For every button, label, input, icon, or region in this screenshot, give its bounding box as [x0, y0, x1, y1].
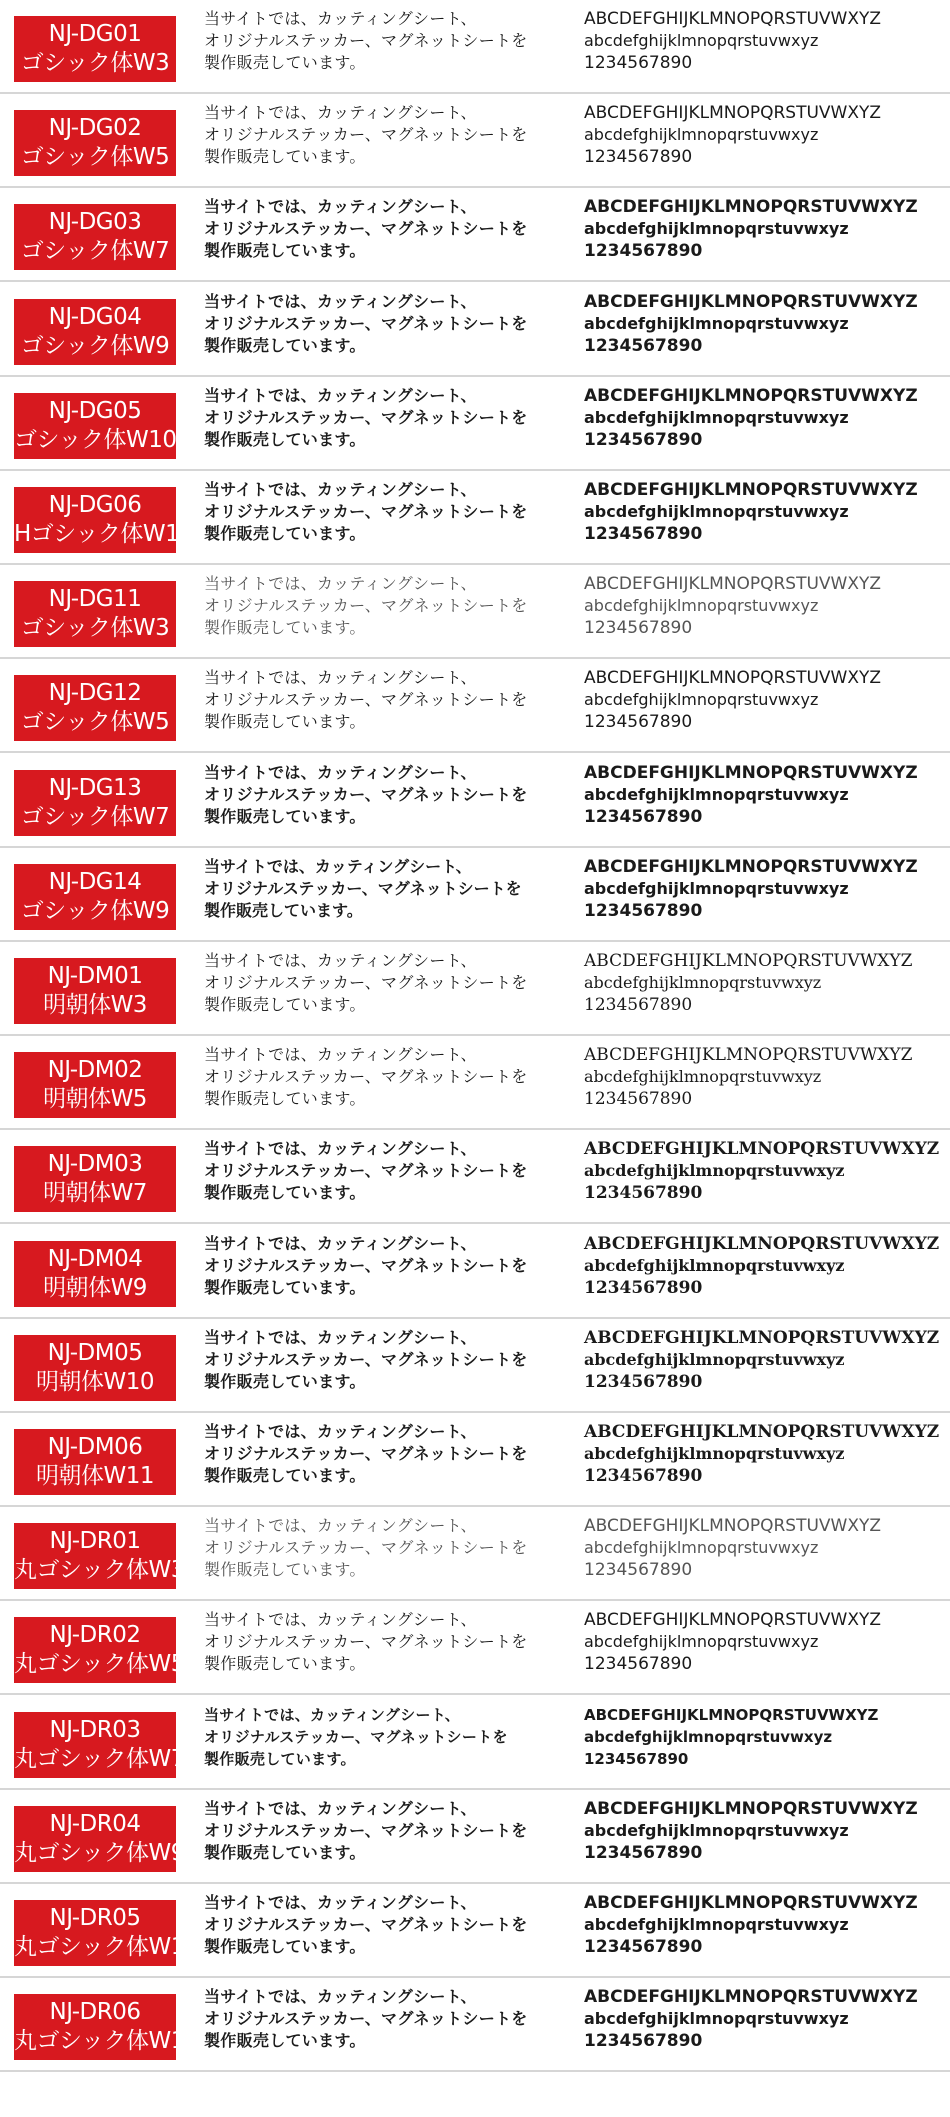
font-code-badge — [14, 1994, 200, 2060]
japanese-sample-text — [204, 1233, 576, 1299]
lowercase-line: abcdefghijklmnopqrstuvwxyz — [584, 1161, 845, 1181]
digits-line: 1234567890 — [584, 429, 703, 450]
sample-text-line: 当サイトでは、カッティングシート、 — [204, 9, 477, 28]
lowercase-line: abcdefghijklmnopqrstuvwxyz — [584, 878, 849, 898]
font-code-badge — [14, 864, 176, 930]
font-name: ゴシック体W5 — [20, 144, 170, 171]
sample-text-line: オリジナルステッカー、マグネットシートを — [204, 1915, 528, 1934]
sample-text-line: 製作販売しています。 — [204, 1842, 366, 1862]
digits-line: 1234567890 — [584, 1937, 703, 1957]
japanese-sample-text — [204, 385, 576, 451]
font-code-badge — [14, 393, 176, 459]
font-name: ゴシック体W7 — [20, 803, 170, 830]
sample-text-line: オリジナルステッカー、マグネットシートを — [204, 878, 522, 898]
alphanumeric-sample — [584, 1327, 946, 1393]
digits-line: 1234567890 — [584, 335, 703, 356]
font-name: 明朝体W7 — [43, 1180, 147, 1207]
japanese-sample-text — [204, 196, 576, 262]
font-name: 明朝体W3 — [43, 992, 147, 1018]
font-code-badge — [14, 1617, 185, 1683]
uppercase-line: ABCDEFGHIJKLMNOPQRSTUVWXYZ — [584, 856, 918, 877]
alphanumeric-sample — [584, 1421, 946, 1487]
font-row — [0, 942, 950, 1036]
digits-line: 1234567890 — [584, 995, 693, 1015]
lowercase-line: abcdefghijklmnopqrstuvwxyz — [584, 1632, 819, 1652]
digits-line: 1234567890 — [584, 1560, 693, 1581]
font-code: NJ-DM03 — [47, 1151, 143, 1178]
digits-line: 1234567890 — [584, 806, 703, 827]
sample-text-line: 製作販売しています。 — [204, 1466, 366, 1485]
alphanumeric-sample — [584, 1704, 946, 1770]
sample-text-line: 当サイトでは、カッティングシート、 — [204, 291, 477, 311]
japanese-sample-text — [204, 1609, 576, 1675]
uppercase-line: ABCDEFGHIJKLMNOPQRSTUVWXYZ — [584, 480, 918, 500]
font-code: NJ-DG01 — [48, 21, 142, 47]
alphanumeric-sample — [584, 1892, 946, 1958]
sample-text-line: 当サイトでは、カッティングシート、 — [204, 1798, 477, 1818]
digits-line: 1234567890 — [584, 1183, 703, 1204]
font-name: ゴシック体W7 — [20, 238, 170, 265]
uppercase-line: ABCDEFGHIJKLMNOPQRSTUVWXYZ — [584, 1610, 882, 1631]
sample-text-line: 製作販売しています。 — [204, 53, 366, 72]
font-row — [0, 283, 950, 377]
font-code-badge — [14, 675, 176, 741]
digits-line: 1234567890 — [584, 241, 703, 262]
font-code: NJ-DG06 — [48, 492, 142, 518]
sample-text-line: オリジナルステッカー、マグネットシートを — [204, 2009, 528, 2029]
sample-text-line: 当サイトでは、カッティングシート、 — [204, 385, 477, 405]
sample-text-line: 製作販売しています。 — [204, 1089, 366, 1109]
sample-text-line: 当サイトでは、カッティングシート、 — [204, 1233, 477, 1253]
alphanumeric-sample — [584, 102, 946, 168]
uppercase-line: ABCDEFGHIJKLMNOPQRSTUVWXYZ — [584, 197, 918, 218]
font-name: 明朝体W5 — [43, 1086, 147, 1113]
japanese-sample-text — [204, 1892, 576, 1958]
digits-line: 1234567890 — [584, 900, 703, 921]
font-code: NJ-DR04 — [49, 1810, 141, 1837]
uppercase-line: ABCDEFGHIJKLMNOPQRSTUVWXYZ — [584, 1139, 940, 1160]
font-row — [0, 754, 950, 848]
sample-text-line: オリジナルステッカー、マグネットシートを — [204, 407, 528, 427]
lowercase-line: abcdefghijklmnopqrstuvwxyz — [584, 1067, 822, 1087]
font-code: NJ-DM01 — [47, 963, 143, 989]
sample-text-line: 当サイトでは、カッティングシート、 — [204, 762, 477, 782]
uppercase-line: ABCDEFGHIJKLMNOPQRSTUVWXYZ — [584, 1798, 918, 1819]
lowercase-line: abcdefghijklmnopqrstuvwxyz — [584, 2009, 849, 2029]
alphanumeric-sample — [584, 573, 946, 639]
sample-text-line: 当サイトでは、カッティングシート、 — [204, 668, 477, 688]
font-code: NJ-DR03 — [49, 1716, 141, 1743]
sample-text-line: 当サイトでは、カッティングシート、 — [204, 574, 477, 594]
sample-text-line: オリジナルステッカー、マグネットシートを — [204, 125, 528, 145]
font-row — [0, 188, 950, 282]
alphanumeric-sample — [584, 479, 946, 545]
font-code-badge — [14, 958, 176, 1024]
sample-text-line: オリジナルステッカー、マグネットシートを — [204, 973, 528, 992]
font-name: 明朝体W10 — [35, 1368, 154, 1395]
font-code: NJ-DM06 — [47, 1434, 143, 1460]
sample-text-line: 当サイトでは、カッティングシート、 — [204, 1516, 477, 1536]
digits-line: 1234567890 — [584, 1842, 703, 1863]
digits-line: 1234567890 — [584, 2031, 703, 2052]
font-name: 丸ゴシック体W10 — [14, 1934, 200, 1960]
sample-text-line: 製作販売しています。 — [204, 900, 363, 920]
font-row — [0, 848, 950, 942]
font-row — [0, 1319, 950, 1413]
sample-text-line: 当サイトでは、カッティングシート、 — [204, 1610, 477, 1630]
alphanumeric-sample — [584, 1044, 946, 1110]
uppercase-line: ABCDEFGHIJKLMNOPQRSTUVWXYZ — [584, 951, 913, 971]
sample-text-line: 製作販売しています。 — [204, 1183, 366, 1203]
uppercase-line: ABCDEFGHIJKLMNOPQRSTUVWXYZ — [584, 668, 882, 689]
japanese-sample-text — [204, 1986, 576, 2052]
sample-text-line: 製作販売しています。 — [204, 618, 366, 638]
font-code-badge — [14, 1806, 185, 1872]
japanese-sample-text — [204, 573, 576, 639]
digits-line: 1234567890 — [584, 1466, 703, 1486]
japanese-sample-text — [204, 8, 576, 74]
uppercase-line: ABCDEFGHIJKLMNOPQRSTUVWXYZ — [584, 103, 882, 124]
font-code-badge — [14, 1146, 176, 1212]
sample-text-line: 製作販売しています。 — [204, 712, 366, 732]
digits-line: 1234567890 — [584, 53, 693, 73]
sample-text-line: 当サイトでは、カッティングシート、 — [204, 856, 472, 876]
sample-text-line: 製作販売しています。 — [204, 241, 366, 261]
font-code: NJ-DR01 — [49, 1528, 141, 1555]
font-code: NJ-DR05 — [49, 1905, 141, 1931]
font-name: 丸ゴシック体W11 — [14, 2028, 200, 2055]
uppercase-line: ABCDEFGHIJKLMNOPQRSTUVWXYZ — [584, 762, 918, 783]
font-code-badge — [14, 110, 176, 176]
digits-line: 1234567890 — [584, 618, 693, 639]
font-name: 明朝体W9 — [43, 1274, 147, 1301]
alphanumeric-sample — [584, 1609, 946, 1675]
lowercase-line: abcdefghijklmnopqrstuvwxyz — [584, 502, 849, 521]
font-code: NJ-DM02 — [47, 1057, 143, 1084]
font-code: NJ-DR02 — [49, 1622, 141, 1649]
sample-text-line: 当サイトでは、カッティングシート、 — [204, 1987, 477, 2007]
font-name: 明朝体W11 — [35, 1463, 154, 1489]
alphanumeric-sample — [584, 291, 946, 357]
japanese-sample-text — [204, 102, 576, 168]
alphanumeric-sample — [584, 8, 946, 74]
font-row — [0, 471, 950, 565]
font-code-badge — [14, 299, 176, 365]
sample-text-line: オリジナルステッカー、マグネットシートを — [204, 31, 528, 50]
alphanumeric-sample — [584, 667, 946, 733]
font-name: ゴシック体W9 — [20, 897, 170, 924]
uppercase-line: ABCDEFGHIJKLMNOPQRSTUVWXYZ — [584, 1233, 940, 1254]
sample-text-line: 製作販売しています。 — [204, 335, 366, 355]
uppercase-line: ABCDEFGHIJKLMNOPQRSTUVWXYZ — [584, 1987, 918, 2008]
sample-text-line: 製作販売しています。 — [204, 2031, 366, 2051]
font-row — [0, 1413, 950, 1507]
sample-text-line: 当サイトでは、カッティングシート、 — [204, 103, 477, 123]
digits-line: 1234567890 — [584, 147, 693, 168]
font-name: ゴシック体W9 — [20, 332, 170, 359]
sample-text-line: 製作販売しています。 — [204, 1371, 366, 1391]
lowercase-line: abcdefghijklmnopqrstuvwxyz — [584, 1538, 819, 1558]
sample-text-line: オリジナルステッカー、マグネットシートを — [204, 1538, 528, 1558]
font-code: NJ-DM04 — [47, 1245, 143, 1272]
font-row — [0, 377, 950, 471]
lowercase-line: abcdefghijklmnopqrstuvwxyz — [584, 1727, 833, 1746]
sample-text-line: 製作販売しています。 — [204, 1560, 366, 1580]
digits-line: 1234567890 — [584, 1277, 703, 1298]
font-code-badge — [14, 204, 176, 270]
font-code-badge — [14, 1900, 200, 1966]
sample-text-line: オリジナルステッカー、マグネットシートを — [204, 313, 528, 333]
font-name: 丸ゴシック体W5 — [14, 1651, 185, 1678]
lowercase-line: abcdefghijklmnopqrstuvwxyz — [584, 690, 819, 710]
digits-line: 1234567890 — [584, 1749, 689, 1768]
sample-text-line: 製作販売しています。 — [204, 1277, 366, 1297]
digits-line: 1234567890 — [584, 1654, 693, 1675]
font-row — [0, 1601, 950, 1695]
uppercase-line: ABCDEFGHIJKLMNOPQRSTUVWXYZ — [584, 1705, 879, 1724]
lowercase-line: abcdefghijklmnopqrstuvwxyz — [584, 219, 849, 239]
sample-text-line: オリジナルステッカー、マグネットシートを — [204, 1161, 528, 1181]
sample-text-line: 製作販売しています。 — [204, 429, 366, 449]
japanese-sample-text — [204, 1798, 576, 1864]
font-code: NJ-DG03 — [48, 209, 142, 236]
font-code: NJ-DG13 — [48, 774, 142, 801]
font-code: NJ-DG14 — [48, 868, 142, 895]
sample-text-line: 製作販売しています。 — [204, 995, 366, 1014]
alphanumeric-sample — [584, 1233, 946, 1299]
uppercase-line: ABCDEFGHIJKLMNOPQRSTUVWXYZ — [584, 1327, 940, 1348]
uppercase-line: ABCDEFGHIJKLMNOPQRSTUVWXYZ — [584, 291, 918, 312]
font-row — [0, 1696, 950, 1790]
lowercase-line: abcdefghijklmnopqrstuvwxyz — [584, 1349, 845, 1369]
sample-text-line: 当サイトでは、カッティングシート、 — [204, 951, 477, 970]
digits-line: 1234567890 — [584, 1089, 693, 1110]
uppercase-line: ABCDEFGHIJKLMNOPQRSTUVWXYZ — [584, 1045, 913, 1066]
font-code: NJ-DG12 — [48, 680, 142, 707]
font-row — [0, 565, 950, 659]
font-code: NJ-DG11 — [48, 586, 142, 613]
font-row — [0, 1130, 950, 1224]
japanese-sample-text — [204, 291, 576, 357]
lowercase-line: abcdefghijklmnopqrstuvwxyz — [584, 596, 819, 616]
japanese-sample-text — [204, 856, 576, 922]
alphanumeric-sample — [584, 762, 946, 828]
font-name: ゴシック体W5 — [20, 709, 170, 736]
sample-text-line: オリジナルステッカー、マグネットシートを — [204, 502, 528, 521]
font-row — [0, 659, 950, 753]
alphanumeric-sample — [584, 1138, 946, 1204]
font-code-badge — [14, 1429, 176, 1495]
alphanumeric-sample — [584, 950, 946, 1016]
japanese-sample-text — [204, 1421, 576, 1487]
font-name: ゴシック体W10 — [14, 426, 177, 453]
japanese-sample-text — [204, 1704, 576, 1770]
japanese-sample-text — [204, 1327, 576, 1393]
font-name: ゴシック体W3 — [20, 50, 170, 76]
sample-text-line: 製作販売しています。 — [204, 524, 366, 543]
font-code-badge — [14, 1335, 176, 1401]
font-code: NJ-DG02 — [48, 115, 142, 142]
sample-text-line: オリジナルステッカー、マグネットシートを — [204, 219, 528, 239]
font-code-badge — [14, 1523, 185, 1589]
sample-text-line: 製作販売しています。 — [204, 1654, 366, 1674]
font-code-badge — [14, 1241, 176, 1307]
font-code-badge — [14, 16, 176, 82]
digits-line: 1234567890 — [584, 1371, 703, 1392]
sample-text-line: オリジナルステッカー、マグネットシートを — [204, 1820, 528, 1840]
font-row — [0, 94, 950, 188]
font-name: ゴシック体W3 — [20, 615, 170, 642]
font-code-badge — [14, 581, 176, 647]
sample-text-line: オリジナルステッカー、マグネットシートを — [204, 784, 528, 804]
sample-text-line: 製作販売しています。 — [204, 1937, 366, 1956]
lowercase-line: abcdefghijklmnopqrstuvwxyz — [584, 313, 849, 333]
font-name: 丸ゴシック体W3 — [14, 1557, 185, 1584]
lowercase-line: abcdefghijklmnopqrstuvwxyz — [584, 1444, 845, 1463]
uppercase-line: ABCDEFGHIJKLMNOPQRSTUVWXYZ — [584, 9, 882, 29]
font-code-badge — [14, 770, 176, 836]
font-code: NJ-DM05 — [47, 1339, 143, 1366]
font-row — [0, 1790, 950, 1884]
japanese-sample-text — [204, 1138, 576, 1204]
japanese-sample-text — [204, 1044, 576, 1110]
sample-text-line: 当サイトでは、カッティングシート、 — [204, 1705, 461, 1724]
font-code-badge — [14, 487, 194, 553]
sample-text-line: 当サイトでは、カッティングシート、 — [204, 1045, 477, 1065]
japanese-sample-text — [204, 1515, 576, 1581]
sample-text-line: 製作販売しています。 — [204, 147, 366, 167]
sample-text-line: オリジナルステッカー、マグネットシートを — [204, 1255, 528, 1275]
font-code-badge — [14, 1712, 185, 1778]
sample-text-line: 当サイトでは、カッティングシート、 — [204, 1893, 477, 1912]
sample-text-line: オリジナルステッカー、マグネットシートを — [204, 1632, 528, 1652]
lowercase-line: abcdefghijklmnopqrstuvwxyz — [584, 1255, 845, 1275]
sample-text-line: 当サイトでは、カッティングシート、 — [204, 1327, 477, 1347]
digits-line: 1234567890 — [584, 524, 703, 544]
sample-text-line: オリジナルステッカー、マグネットシートを — [204, 1444, 528, 1463]
sample-text-line: 当サイトでは、カッティングシート、 — [204, 1422, 477, 1441]
alphanumeric-sample — [584, 196, 946, 262]
font-name: 丸ゴシック体W7 — [14, 1745, 185, 1772]
sample-text-line: 当サイトでは、カッティングシート、 — [204, 480, 477, 499]
sample-text-line: オリジナルステッカー、マグネットシートを — [204, 690, 528, 710]
font-row — [0, 1884, 950, 1978]
sample-text-line: オリジナルステッカー、マグネットシートを — [204, 1727, 508, 1746]
japanese-sample-text — [204, 667, 576, 733]
sample-text-line: オリジナルステッカー、マグネットシートを — [204, 1349, 528, 1369]
japanese-sample-text — [204, 762, 576, 828]
lowercase-line: abcdefghijklmnopqrstuvwxyz — [584, 973, 822, 992]
lowercase-line: abcdefghijklmnopqrstuvwxyz — [584, 125, 819, 145]
sample-text-line: 当サイトでは、カッティングシート、 — [204, 197, 477, 217]
alphanumeric-sample — [584, 385, 946, 451]
alphanumeric-sample — [584, 1515, 946, 1581]
font-name: 丸ゴシック体W9 — [14, 1839, 185, 1866]
uppercase-line: ABCDEFGHIJKLMNOPQRSTUVWXYZ — [584, 1516, 882, 1537]
lowercase-line: abcdefghijklmnopqrstuvwxyz — [584, 784, 849, 804]
lowercase-line: abcdefghijklmnopqrstuvwxyz — [584, 407, 849, 427]
font-row — [0, 0, 950, 94]
font-code: NJ-DG05 — [48, 397, 142, 424]
font-row — [0, 1225, 950, 1319]
alphanumeric-sample — [584, 1798, 946, 1864]
uppercase-line: ABCDEFGHIJKLMNOPQRSTUVWXYZ — [584, 1893, 918, 1913]
font-name: Hゴシック体W11 — [14, 521, 194, 547]
font-code: NJ-DR06 — [49, 1999, 141, 2026]
font-row — [0, 1978, 950, 2072]
uppercase-line: ABCDEFGHIJKLMNOPQRSTUVWXYZ — [584, 385, 918, 406]
sample-text-line: 製作販売しています。 — [204, 1749, 356, 1768]
font-row — [0, 1036, 950, 1130]
uppercase-line: ABCDEFGHIJKLMNOPQRSTUVWXYZ — [584, 1422, 940, 1442]
sample-text-line: オリジナルステッカー、マグネットシートを — [204, 1067, 528, 1087]
font-row — [0, 1507, 950, 1601]
japanese-sample-text — [204, 950, 576, 1016]
font-code-badge — [14, 1052, 176, 1118]
lowercase-line: abcdefghijklmnopqrstuvwxyz — [584, 1915, 849, 1934]
alphanumeric-sample — [584, 1986, 946, 2052]
digits-line: 1234567890 — [584, 712, 693, 733]
lowercase-line: abcdefghijklmnopqrstuvwxyz — [584, 31, 819, 50]
sample-text-line: オリジナルステッカー、マグネットシートを — [204, 596, 528, 616]
lowercase-line: abcdefghijklmnopqrstuvwxyz — [584, 1820, 849, 1840]
alphanumeric-sample — [584, 856, 946, 922]
uppercase-line: ABCDEFGHIJKLMNOPQRSTUVWXYZ — [584, 574, 882, 595]
font-code: NJ-DG04 — [48, 303, 142, 330]
japanese-sample-text — [204, 479, 576, 545]
sample-text-line: 当サイトでは、カッティングシート、 — [204, 1139, 477, 1159]
sample-text-line: 製作販売しています。 — [204, 806, 366, 826]
